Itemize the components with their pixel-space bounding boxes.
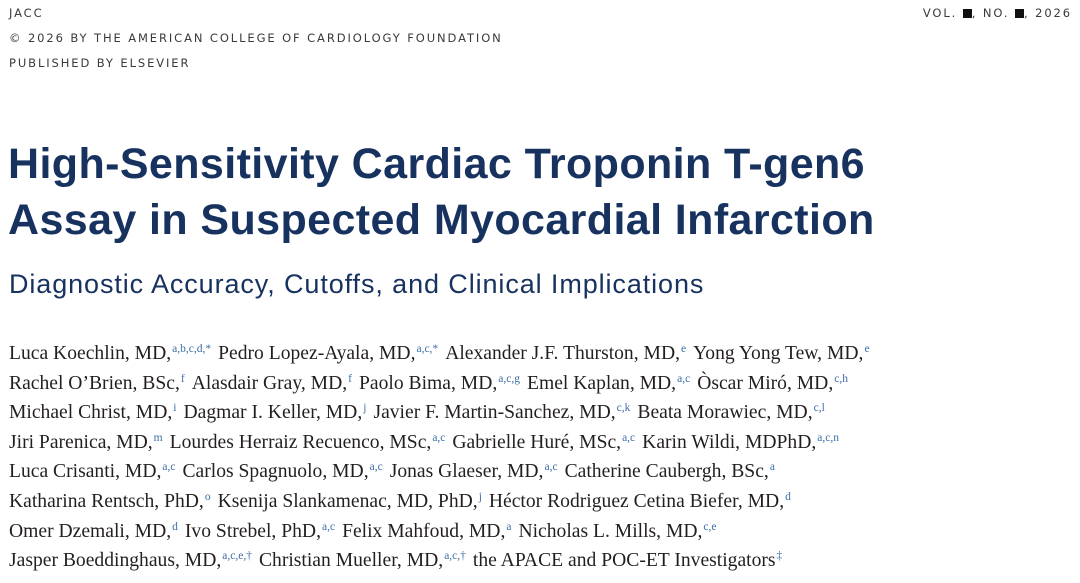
- issue-placeholder-square: [1015, 9, 1024, 18]
- author-name: Christian Mueller, MD,: [258, 550, 444, 572]
- author-affiliation-marks: o: [204, 490, 211, 503]
- title-line-1: High-Sensitivity Cardiac Troponin T-gen6: [8, 140, 865, 188]
- author-entry: [9, 402, 176, 423]
- publisher-line: PUBLISHED BY ELSEVIER: [9, 56, 191, 70]
- author-entry: [259, 550, 466, 571]
- author-entry: [445, 343, 686, 364]
- author-name: Beata Morawiec, MD,: [637, 402, 813, 424]
- volume-info: [923, 6, 1072, 20]
- author-list: [9, 339, 877, 576]
- author-name: Lourdes Herraiz Recuenco, MSc,: [169, 431, 432, 453]
- journal-name: JACC: [9, 6, 44, 20]
- author-name: Yong Yong Tew, MD,: [693, 343, 864, 364]
- author-name: Gabrielle Huré, MSc,: [452, 431, 622, 453]
- author-name: Javier F. Martin-Sanchez, MD,: [373, 402, 616, 424]
- author-line: [9, 398, 877, 428]
- author-entry: [182, 461, 382, 482]
- author-entry: [9, 491, 211, 512]
- author-name: Jonas Glaeser, MD,: [389, 461, 544, 483]
- author-affiliation-marks: a,c: [369, 461, 383, 474]
- author-entry: [218, 343, 438, 364]
- author-name: Pedro Lopez-Ayala, MD,: [218, 343, 416, 364]
- author-entry: [565, 461, 775, 482]
- author-affiliation-marks: c,e: [703, 520, 717, 533]
- author-affiliation-marks: a,c: [432, 431, 446, 444]
- author-name: Catherine Caubergh, BSc,: [564, 461, 769, 483]
- author-affiliation-marks: a: [506, 520, 512, 533]
- author-affiliation-marks: c,l: [813, 402, 825, 415]
- author-name: Rachel O’Brien, BSc,: [9, 372, 180, 394]
- author-name: Felix Mahfoud, MD,: [342, 520, 506, 542]
- issue-label: , NO.: [971, 6, 1010, 20]
- author-line: [9, 546, 877, 576]
- author-affiliation-marks: j: [478, 490, 482, 503]
- author-name: Katharina Rentsch, PhD,: [9, 490, 204, 512]
- author-name: Òscar Miró, MD,: [697, 372, 834, 394]
- author-name: Paolo Bima, MD,: [359, 372, 498, 394]
- author-name: Jiri Parenica, MD,: [9, 431, 153, 453]
- author-entry: [170, 432, 446, 453]
- author-affiliation-marks: a,c,n: [817, 431, 839, 444]
- author-name: Carlos Spagnuolo, MD,: [182, 461, 369, 483]
- author-entry: [342, 521, 511, 542]
- author-entry: [183, 402, 366, 423]
- author-entry: [192, 373, 352, 394]
- title-line-2: Assay in Suspected Myocardial Infarction: [8, 196, 875, 244]
- author-affiliation-marks: c,h: [834, 372, 848, 385]
- author-affiliation-marks: a,c: [622, 431, 636, 444]
- author-name: Karin Wildi, MDPhD,: [642, 431, 817, 453]
- author-entry: [359, 373, 520, 394]
- author-name: Nicholas L. Mills, MD,: [518, 520, 703, 542]
- author-entry: [9, 521, 178, 542]
- author-entry: [390, 461, 558, 482]
- author-entry: [218, 491, 482, 512]
- author-entry: [697, 373, 848, 394]
- author-name: Emel Kaplan, MD,: [526, 372, 677, 394]
- author-entry: [693, 343, 869, 364]
- author-affiliation-marks: ‡: [776, 550, 783, 563]
- author-name: Alasdair Gray, MD,: [191, 372, 348, 394]
- author-line: [9, 457, 877, 487]
- author-line: [9, 339, 877, 369]
- author-affiliation-marks: a,c,e,†: [222, 550, 252, 563]
- author-affiliation-marks: e: [681, 343, 687, 355]
- author-name: Dagmar I. Keller, MD,: [183, 402, 363, 424]
- author-affiliation-marks: e: [864, 343, 870, 355]
- author-line: [9, 369, 877, 399]
- author-entry: [9, 550, 252, 571]
- author-affiliation-marks: m: [153, 431, 163, 444]
- author-affiliation-marks: a,c: [321, 520, 336, 533]
- author-entry: [642, 432, 839, 453]
- author-affiliation-marks: a,c,g: [498, 372, 520, 385]
- author-entry: [9, 343, 211, 364]
- author-name: Alexander J.F. Thurston, MD,: [445, 343, 680, 364]
- article-title: [8, 136, 875, 248]
- author-affiliation-marks: f: [348, 372, 353, 385]
- author-entry: [373, 402, 630, 423]
- author-line: [9, 428, 877, 458]
- author-affiliation-marks: d: [785, 490, 791, 503]
- author-affiliation-marks: a: [769, 461, 775, 474]
- copyright-line: © 2026 BY THE AMERICAN COLLEGE OF CARDIOLOGY FOUNDATION: [9, 31, 503, 45]
- author-affiliation-marks: a,c,†: [444, 550, 466, 563]
- author-affiliation-marks: i: [173, 402, 177, 415]
- author-affiliation-marks: d: [172, 520, 178, 533]
- article-subtitle: Diagnostic Accuracy, Cutoffs, and Clinical Implications: [9, 269, 705, 299]
- author-affiliation-marks: a,b,c,d,*: [172, 343, 212, 355]
- author-affiliation-marks: a,c: [544, 461, 558, 474]
- author-affiliation-marks: f: [180, 372, 185, 385]
- author-line: [9, 487, 877, 517]
- author-entry: [9, 373, 185, 394]
- author-entry: [9, 461, 175, 482]
- author-affiliation-marks: a,c,*: [416, 343, 439, 355]
- author-affiliation-marks: a,c: [677, 372, 691, 385]
- author-affiliation-marks: c,k: [616, 402, 631, 415]
- author-name: Luca Koechlin, MD,: [9, 343, 172, 364]
- author-entry: [527, 373, 690, 394]
- author-name: Jasper Boeddinghaus, MD,: [9, 550, 222, 572]
- author-name: the APACE and POC-ET Investigators: [472, 550, 776, 572]
- author-entry: [9, 432, 163, 453]
- author-affiliation-marks: a,c: [162, 461, 176, 474]
- author-name: Omer Dzemali, MD,: [9, 520, 172, 542]
- author-entry: [452, 432, 635, 453]
- year-label: , 2026: [1024, 6, 1072, 20]
- volume-placeholder-square: [963, 9, 972, 18]
- volume-label: VOL.: [922, 6, 958, 20]
- author-affiliation-marks: j: [363, 402, 367, 415]
- author-name: Michael Christ, MD,: [9, 402, 173, 424]
- author-entry: [518, 521, 716, 542]
- author-entry: [473, 550, 782, 571]
- author-entry: [185, 521, 335, 542]
- author-name: Ksenija Slankamenac, MD, PhD,: [217, 490, 478, 512]
- author-entry: [489, 491, 791, 512]
- author-name: Luca Crisanti, MD,: [9, 461, 162, 483]
- author-line: [9, 517, 877, 547]
- author-name: Ivo Strebel, PhD,: [184, 520, 321, 542]
- author-name: Héctor Rodriguez Cetina Biefer, MD,: [488, 490, 785, 512]
- author-entry: [637, 402, 824, 423]
